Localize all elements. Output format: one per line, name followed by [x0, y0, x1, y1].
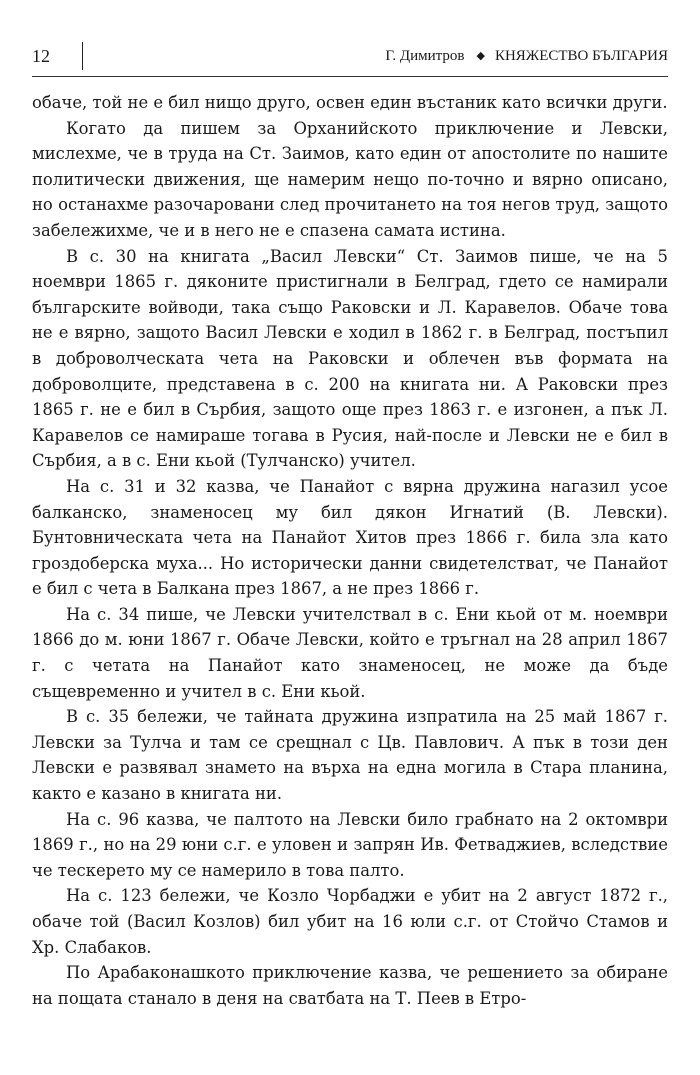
paragraph: В с. 30 на книгата „Васил Левски“ Ст. Заимов пише, че на 5 ноември 1865 г. дяконите пристигнали в Белград, гдето се намирали българските войводи, така също Раковски и Л. Каравелов. Обаче това не е вярно, защото Васил Левски е ходил в 1862 г. в Белград, постъпил в доброволческата чета на Раковски и облечен във формата на доброволците, представена в с. 200 на книгата ни. А Раковски през 1865 г. не е бил в Сърбия, защото още през 1863 г. е изгонен, а пък Л. Каравелов се намираше тогава в Русия, най-после и Левски не е бил в Сърбия, а в с. Ени кьой (Тулчанско) учител.: [32, 246, 668, 471]
paragraph: В с. 35 бележи, че тайната дружина изпратила на 25 май 1867 г. Левски за Тулча и там се срещнал с Цв. Павлович. А пък в този ден Левски е развявал знамето на върха на една могила в Стара планина, както е казано в книгата ни.: [32, 707, 668, 804]
diamond-icon: ◆: [476, 50, 485, 62]
author-name: Г. Димитров: [385, 48, 465, 64]
running-header: [32, 40, 668, 80]
header-rule: [32, 76, 668, 77]
paragraph: На с. 123 бележи, че Козло Чорбаджи е убит на 2 август 1872 г., обаче той (Васил Козлов) бил убит на 16 юли с.г. от Стойчо Стамов и Хр. Слабаков.: [32, 886, 668, 957]
paragraph: На с. 34 пише, че Левски учителствал в с. Ени кьой от м. ноември 1866 до м. юни 1867 г. Обаче Левски, който е тръгнал на 28 април 1867 г. с четата на Панайот като знаменосец, не може да бъде същевременно и учител в с. Ени кьой.: [32, 604, 668, 701]
paragraph: По Арабаконашкото приключение казва, че решението за обиране на пощата станало в деня на сватбата на Т. Пеев в Етро-: [32, 963, 668, 1008]
body-text: [32, 90, 668, 1011]
paragraph-continuation: обаче, той не е бил нищо друго, освен един въстаник като всички други.: [32, 93, 668, 112]
paragraph: Когато да пишем за Орханийското приключение и Левски, мислехме, че в труда на Ст. Заимов, като един от апостолите по нашите политически движения, ще намерим нещо по-точно и вярно описано, но останахме разочаровани след прочитането на тоя негов труд, защото забележихме, че и в него не е спазена самата истина.: [32, 118, 668, 240]
page-number-divider: [82, 42, 83, 70]
page-number: 12: [32, 46, 50, 66]
paragraph: На с. 31 и 32 казва, че Панайот с вярна дружина нагазил усое балканско, знаменосец му бил дякон Игнатий (В. Левски). Бунтовническата чета на Панайот Хитов през 1866 г. била зла като гроздоберска муха... Но исторически данни свидетелстват, че Панайот е бил с чета в Балкана през 1867, а не през 1866 г.: [32, 476, 668, 599]
paragraph: На с. 96 казва, че палтото на Левски било грабнато на 2 октомври 1869 г., но на 29 юни с.г. е уловен и запрян Ив. Фетваджиев, вследствие че тескерето му се намерило в това палто.: [32, 809, 668, 880]
book-title: КНЯЖЕСТВО БЪЛГАРИЯ: [494, 48, 668, 64]
running-head: [385, 44, 668, 69]
